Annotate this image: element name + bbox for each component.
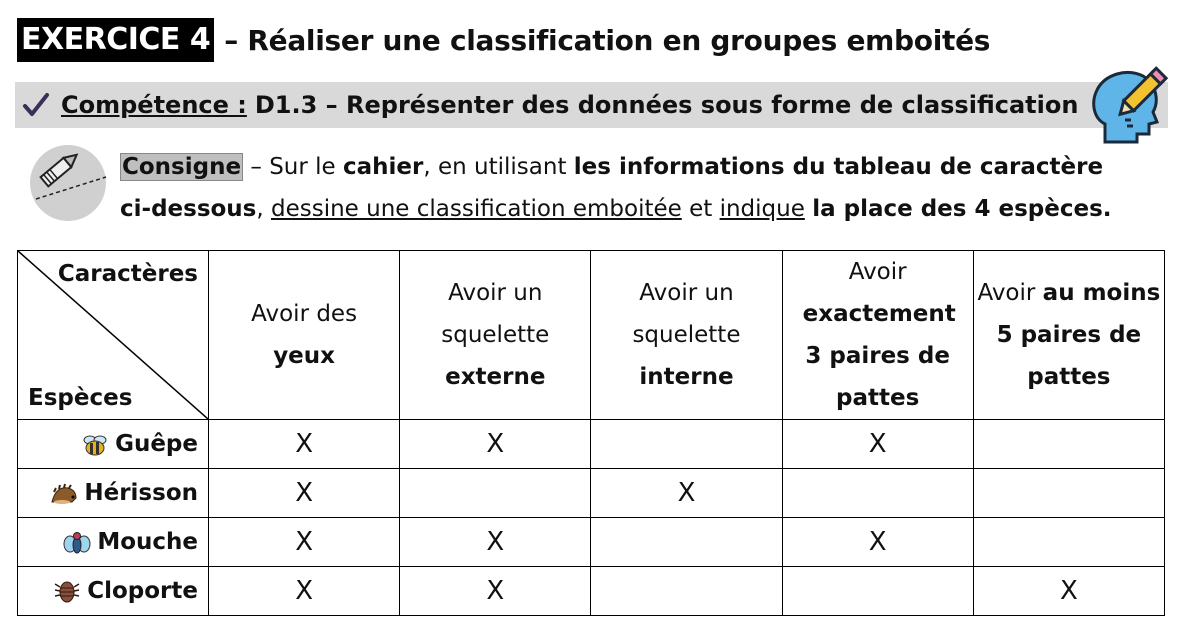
consigne-part: dessine une classification emboitée — [271, 196, 682, 222]
corner-cell — [18, 251, 209, 420]
mark-cell — [782, 567, 973, 616]
instruction-text — [120, 146, 1130, 230]
consigne-part: – Sur le — [243, 154, 343, 180]
species-cell — [18, 567, 209, 616]
species-cell — [18, 469, 209, 518]
mark-cell: X — [591, 469, 782, 518]
consigne-part: et — [681, 196, 720, 222]
woodlouse-icon — [53, 580, 81, 604]
mark-cell — [591, 420, 782, 469]
mark-cell — [591, 518, 782, 567]
species-cell — [18, 420, 209, 469]
header-cell: Avoir des yeux — [209, 251, 400, 420]
exercise-title: – Réaliser une classification en groupes emboités — [224, 23, 991, 57]
consigne-label: Consigne — [122, 154, 242, 180]
table-row — [18, 420, 1165, 469]
competence-bar — [15, 82, 1168, 128]
wasp-icon — [81, 433, 109, 457]
competence-label: Compétence : — [61, 91, 247, 119]
exercise-header — [17, 18, 990, 62]
fly-icon — [63, 531, 91, 555]
mark-cell — [973, 469, 1164, 518]
header-cell: Avoir exactement 3 paires de pattes — [782, 251, 973, 420]
mark-cell: X — [973, 567, 1164, 616]
pencil-drawing-icon — [28, 143, 108, 223]
mark-cell: X — [209, 518, 400, 567]
mark-cell: X — [209, 567, 400, 616]
table-row — [18, 518, 1165, 567]
mark-cell — [973, 518, 1164, 567]
mark-cell: X — [400, 420, 591, 469]
exercise-label: EXERCICE 4 — [17, 18, 214, 62]
consigne-part: cahier — [343, 154, 424, 180]
consigne-part: indique — [719, 196, 805, 222]
checkmark-icon — [21, 90, 51, 120]
mark-cell: X — [782, 420, 973, 469]
table-row — [18, 567, 1165, 616]
character-table — [17, 250, 1165, 616]
species-name: Hérisson — [84, 480, 198, 506]
species-label: Espèces — [28, 385, 133, 411]
header-row — [18, 251, 1165, 420]
head-pencil-icon — [1085, 62, 1171, 148]
consigne-part: , — [256, 196, 271, 222]
mark-cell — [400, 469, 591, 518]
mark-cell: X — [209, 420, 400, 469]
consigne-part: , en utilisant — [423, 154, 574, 180]
mark-cell: X — [209, 469, 400, 518]
species-name: Mouche — [97, 529, 198, 555]
mark-cell: X — [782, 518, 973, 567]
consigne-part: la place des 4 espèces. — [812, 196, 1112, 222]
header-cell: Avoir au moins 5 paires de pattes — [973, 251, 1164, 420]
characters-label: Caractères — [57, 261, 198, 287]
species-name: Cloporte — [87, 578, 198, 604]
mark-cell — [782, 469, 973, 518]
mark-cell — [973, 420, 1164, 469]
competence-text: D1.3 – Représenter des données sous forme de classification — [254, 91, 1079, 119]
consigne-part: les informations du tableau de caractère ci-dessous — [120, 154, 1104, 222]
header-cell: Avoir un squelette interne — [591, 251, 782, 420]
table-row — [18, 469, 1165, 518]
mark-cell: X — [400, 567, 591, 616]
species-name: Guêpe — [115, 431, 198, 457]
mark-cell: X — [400, 518, 591, 567]
header-cell: Avoir un squelette externe — [400, 251, 591, 420]
species-cell — [18, 518, 209, 567]
mark-cell — [591, 567, 782, 616]
hedgehog-icon — [50, 482, 78, 506]
